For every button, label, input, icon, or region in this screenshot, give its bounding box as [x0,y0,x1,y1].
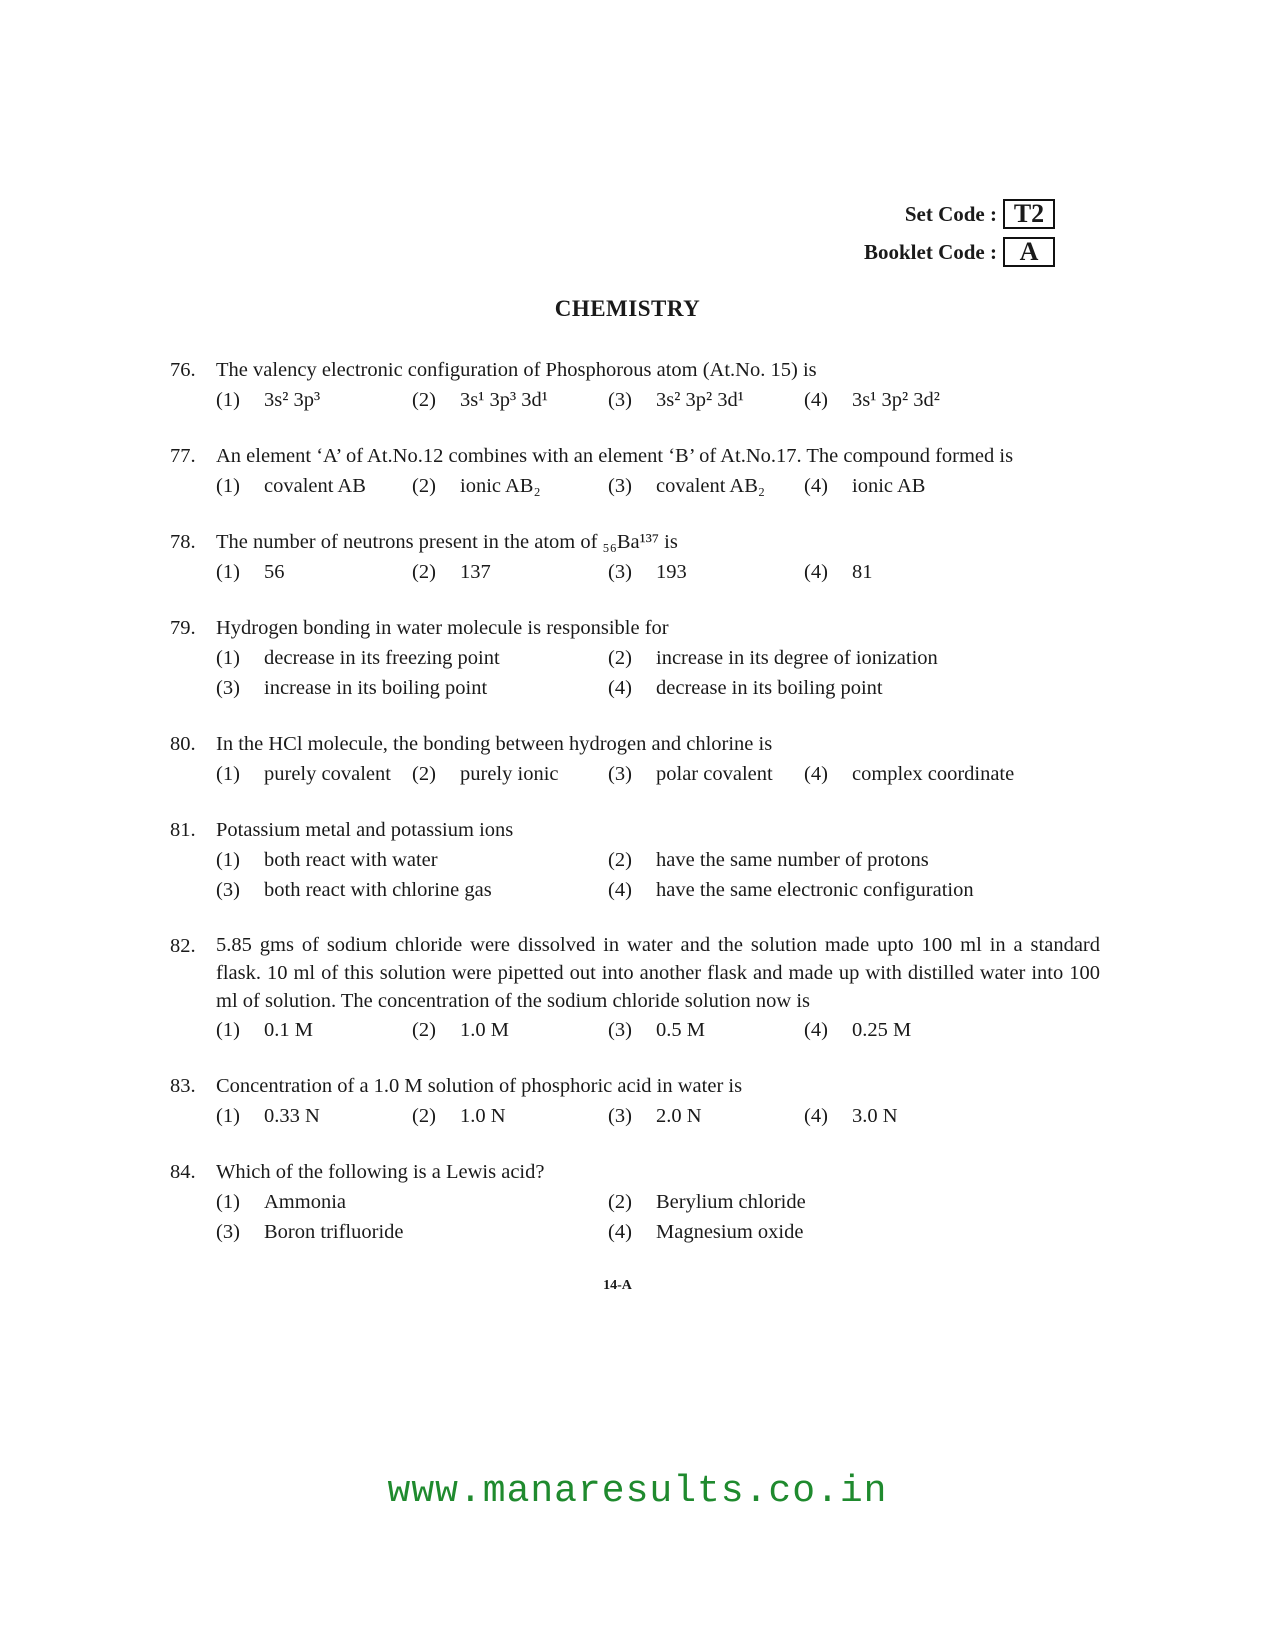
option-2: (2) have the same number of protons [608,849,929,871]
question-number: 79. [170,617,196,639]
question-text: Potassium metal and potassium ions [216,819,514,841]
set-code-label: Set Code : [904,201,997,226]
option-2: (2) 1.0 M [412,1019,509,1041]
question-text: The number of neutrons present in the atom of ₅₆Ba¹³⁷ is [216,531,678,553]
option-4: (4) ionic AB [804,475,926,497]
option-4: (4) complex coordinate [804,763,1015,785]
question-text: In the HCl molecule, the bonding between hydrogen and chlorine is [216,733,773,755]
booklet-code-label: Booklet Code : [864,239,997,264]
question-number: 81. [170,819,196,841]
question-80 [170,729,1100,789]
question-number: 76. [170,359,196,381]
question-79 [170,613,1100,703]
option-3: (3) covalent AB₂ [608,475,766,497]
option-3: (3) polar covalent [608,763,773,785]
option-1: (1) both react with water [216,849,438,871]
question-text: Hydrogen bonding in water molecule is responsible for [216,617,669,639]
code-block [864,196,1055,272]
option-2: (2) 3s¹ 3p³ 3d¹ [412,389,548,411]
option-1: (1) 56 [216,561,285,583]
option-3: (3) Boron trifluoride [216,1221,404,1243]
question-82 [170,931,1100,1045]
option-3: (3) 193 [608,561,687,583]
option-1: (1) 3s² 3p³ [216,389,321,411]
option-2: (2) 1.0 N [412,1105,506,1127]
footer-url[interactable]: www.manaresults.co.in [387,1470,888,1513]
option-2: (2) purely ionic [412,763,559,785]
option-4: (4) Magnesium oxide [608,1221,804,1243]
option-1: (1) decrease in its freezing point [216,647,500,669]
question-number: 78. [170,531,196,553]
booklet-code-value: A [1003,237,1055,267]
question-78 [170,527,1100,587]
question-text: Which of the following is a Lewis acid? [216,1161,545,1183]
question-number: 80. [170,733,196,755]
question-77 [170,441,1100,501]
question-list [170,355,1100,1273]
set-code-value: T2 [1003,199,1055,229]
option-1: (1) covalent AB [216,475,366,497]
option-2: (2) ionic AB₂ [412,475,541,497]
option-4: (4) have the same electronic configuration [608,879,974,901]
question-text: 5.85 gms of sodium chloride were dissolved in water and the solution made upto 100 ml in a standard flask. 10 ml of this solution were pipetted out into another flask and made up with distilled water into 100 ml of solution. The concentration of the sodium chloride solution now is [216,934,1100,1012]
question-text: Concentration of a 1.0 M solution of phosphoric acid in water is [216,1075,743,1097]
page-number: 14-A [603,1278,632,1293]
option-1: (1) purely covalent [216,763,391,785]
option-4: (4) decrease in its boiling point [608,677,883,699]
question-84 [170,1157,1100,1247]
option-3: (3) increase in its boiling point [216,677,488,699]
set-code-row [864,196,1055,232]
option-1: (1) 0.1 M [216,1019,313,1041]
option-3: (3) both react with chlorine gas [216,879,492,901]
question-text: An element ‘A’ of At.No.12 combines with an element ‘B’ of At.No.17. The compound formed is [216,445,1014,467]
question-number: 77. [170,445,196,467]
option-1: (1) 0.33 N [216,1105,320,1127]
option-4: (4) 81 [804,561,873,583]
option-2: (2) 137 [412,561,491,583]
question-number: 82. [170,935,196,957]
question-number: 83. [170,1075,196,1097]
option-2: (2) Berylium chloride [608,1191,806,1213]
question-number: 84. [170,1161,196,1183]
question-text: The valency electronic configuration of Phosphorous atom (At.No. 15) is [216,359,817,381]
option-4: (4) 3.0 N [804,1105,898,1127]
option-3: (3) 0.5 M [608,1019,705,1041]
option-4: (4) 3s¹ 3p² 3d² [804,389,940,411]
booklet-code-row [864,234,1055,270]
option-3: (3) 2.0 N [608,1105,702,1127]
option-3: (3) 3s² 3p² 3d¹ [608,389,744,411]
question-83 [170,1071,1100,1131]
option-4: (4) 0.25 M [804,1019,912,1041]
option-1: (1) Ammonia [216,1191,346,1213]
question-81 [170,815,1100,905]
page-title: CHEMISTRY [554,296,701,321]
question-76 [170,355,1100,415]
option-2: (2) increase in its degree of ionization [608,647,938,669]
